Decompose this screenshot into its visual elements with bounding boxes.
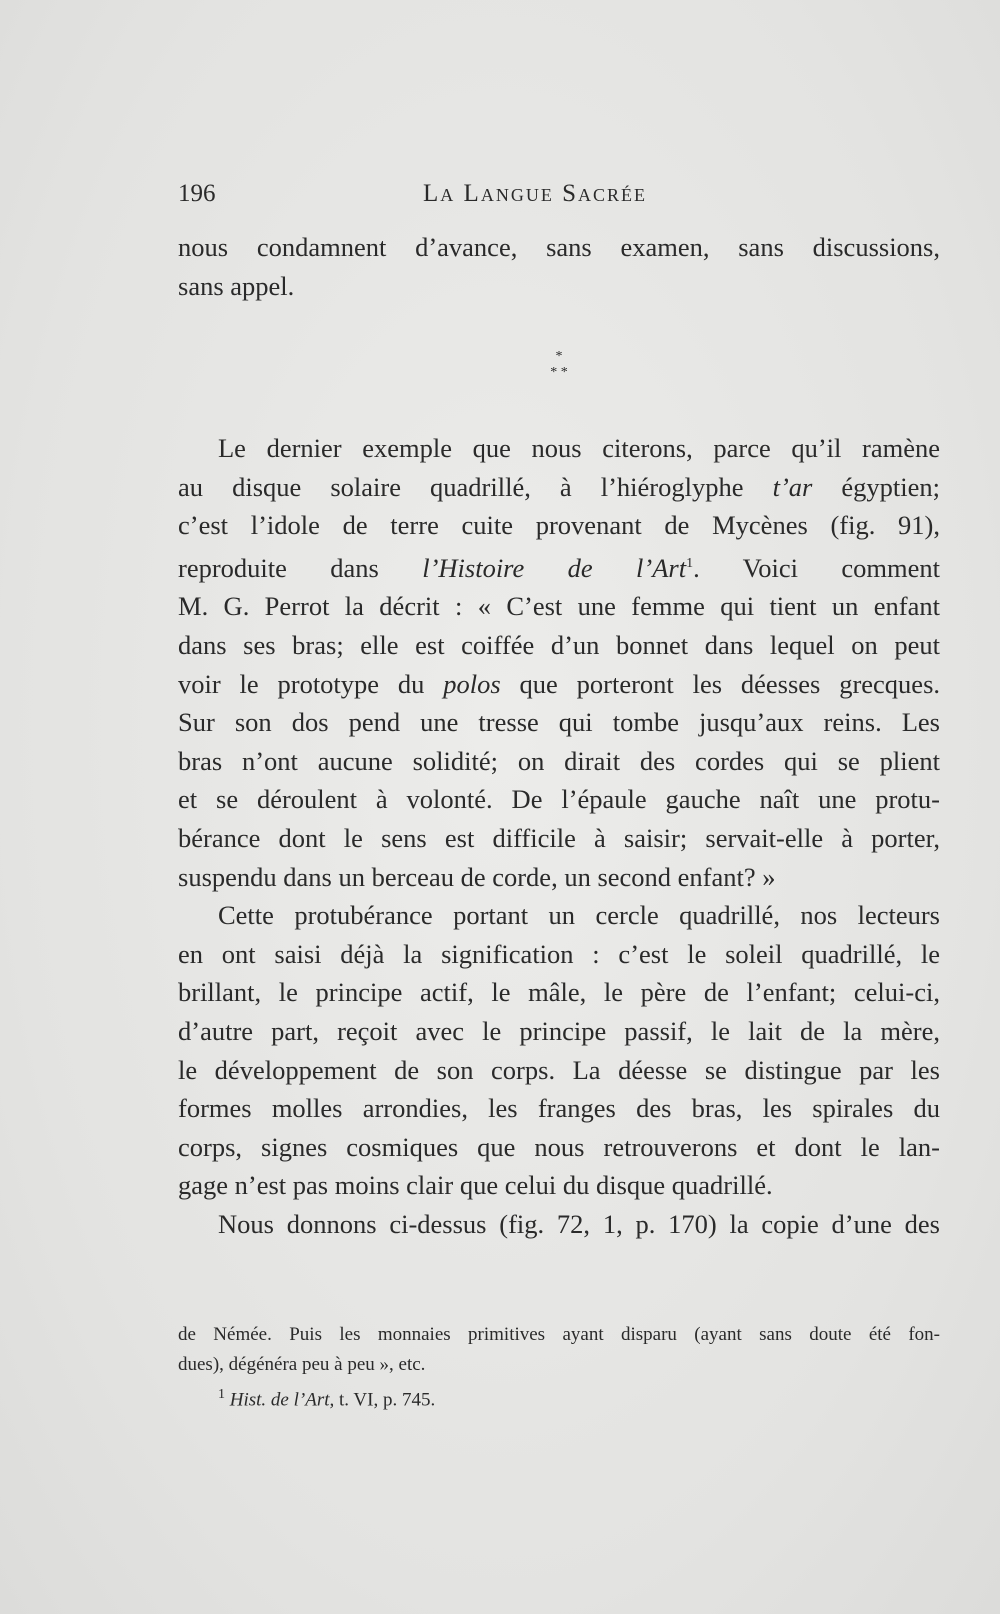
text-line: au disque solaire quadrillé, à l’hiéroglyphe t’ar égyptien; <box>178 471 941 502</box>
footnotes <box>178 1320 940 1415</box>
text-line: Sur son dos pend une tresse qui tombe jusqu’aux reins. Les <box>178 707 940 738</box>
text-line: sans appel. <box>178 270 295 301</box>
page-number: 196 <box>178 180 216 207</box>
text-line: d’autre part, reçoit avec le principe passif, le lait de la mère, <box>178 1015 940 1046</box>
text-line: suspendu dans un berceau de corde, un second enfant? » <box>178 861 776 892</box>
footnote-1: $^1$ Hist. de l’Art, t. VI, p. 745. <box>218 1387 436 1411</box>
text-line: M. G. Perrot la décrit : « C’est une femme qui tient un enfant <box>178 591 940 622</box>
footnote-ref: 1 <box>686 555 694 571</box>
text-line: le développement de son corps. La déesse se distingue par les <box>178 1054 940 1085</box>
section-break-asterism: * * * <box>550 349 568 381</box>
body-text <box>178 228 940 1243</box>
text-line: gage n’est pas moins clair que celui du disque quadrillé. <box>178 1170 773 1201</box>
text-line: bras n’ont aucune solidité; on dirait des cordes qui se plient <box>178 745 940 776</box>
text-line: en ont saisi déjà la signification : c’est le soleil quadrillé, le <box>178 938 940 969</box>
text-line: brillant, le principe actif, le mâle, le père de l’enfant; celui-ci, <box>178 977 940 1008</box>
footnote-line: dues), dégénéra peu à peu », etc. <box>178 1354 426 1375</box>
text-line: et se déroulent à volonté. De l’épaule gauche naît une protu- <box>178 784 940 815</box>
text-line: reproduite dans l’Histoire de l’Art$^1$. Voici comment <box>178 552 940 583</box>
text-line: formes molles arrondies, les franges des bras, les spirales du <box>178 1093 940 1124</box>
text-line: Cette protubérance portant un cercle quadrillé, nos lecteurs <box>218 900 940 931</box>
text-line: dans ses bras; elle est coiffée d’un bonnet dans lequel on peut <box>178 629 940 660</box>
text-line: voir le prototype du polos que porteront les déesses grecques. <box>178 668 941 699</box>
running-title: La Langue Sacrée <box>423 180 647 207</box>
text-line: bérance dont le sens est difficile à saisir; servait-elle à porter, <box>178 822 940 853</box>
text-line: Nous donnons ci-dessus (fig. 72, 1, p. 170) la copie d’une des <box>218 1208 940 1239</box>
text-line: c’est l’idole de terre cuite provenant de Mycènes (fig. 91), <box>178 510 940 541</box>
text-line: corps, signes cosmiques que nous retrouverons et dont le lan- <box>178 1131 940 1162</box>
footnote-line: de Némée. Puis les monnaies primitives ayant disparu (ayant sans doute été fon- <box>178 1324 940 1345</box>
text-line: Le dernier exemple que nous citerons, parce qu’il ramène <box>218 433 940 464</box>
text-line: nous condamnent d’avance, sans examen, sans discussions, <box>178 232 940 262</box>
